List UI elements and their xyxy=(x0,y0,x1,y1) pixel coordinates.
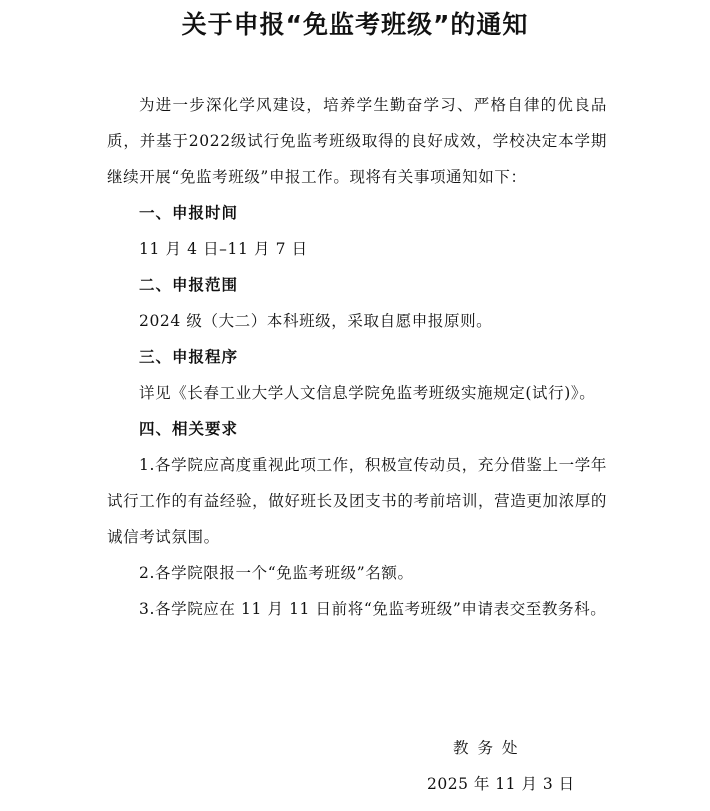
section-heading-time: 一、申报时间 xyxy=(139,204,239,222)
section-text-scope: 2024 级（大二）本科班级，采取自愿申报原则。 xyxy=(139,312,493,330)
section-heading-procedure: 三、申报程序 xyxy=(139,348,239,366)
notice-body xyxy=(107,87,607,627)
section-text-time: 11 月 4 日–11 月 7 日 xyxy=(139,240,308,258)
section-heading-requirements: 四、相关要求 xyxy=(139,420,239,438)
notice-title: 关于申报“免监考班级”的通知 xyxy=(181,10,529,39)
section-heading-scope: 二、申报范围 xyxy=(139,276,239,294)
signature-org: 教务处 xyxy=(453,739,527,757)
requirement-item-3: 3.各学院应在 11 月 11 日前将“免监考班级”申请表交至教务科。 xyxy=(139,600,607,618)
intro-paragraph: 为进一步深化学风建设，培养学生勤奋学习、严格自律的优良品质，并基于2022级试行免监考班级取得的良好成效，学校决定本学期继续开展“免监考班级”申报工作。现将有关事项通知如下： xyxy=(107,96,607,186)
requirement-item-1: 1.各学院应高度重视此项工作，积极宣传动员，充分借鉴上一学年试行工作的有益经验，做好班长及团支书的考前培训，营造更加浓厚的诚信考试氛围。 xyxy=(107,456,607,546)
section-text-procedure: 详见《长春工业大学人文信息学院免监考班级实施规定(试行)》。 xyxy=(139,384,596,402)
signature-date: 2025 年 11 月 3 日 xyxy=(427,775,575,793)
requirement-item-2: 2.各学院限报一个“免监考班级”名额。 xyxy=(139,564,414,582)
